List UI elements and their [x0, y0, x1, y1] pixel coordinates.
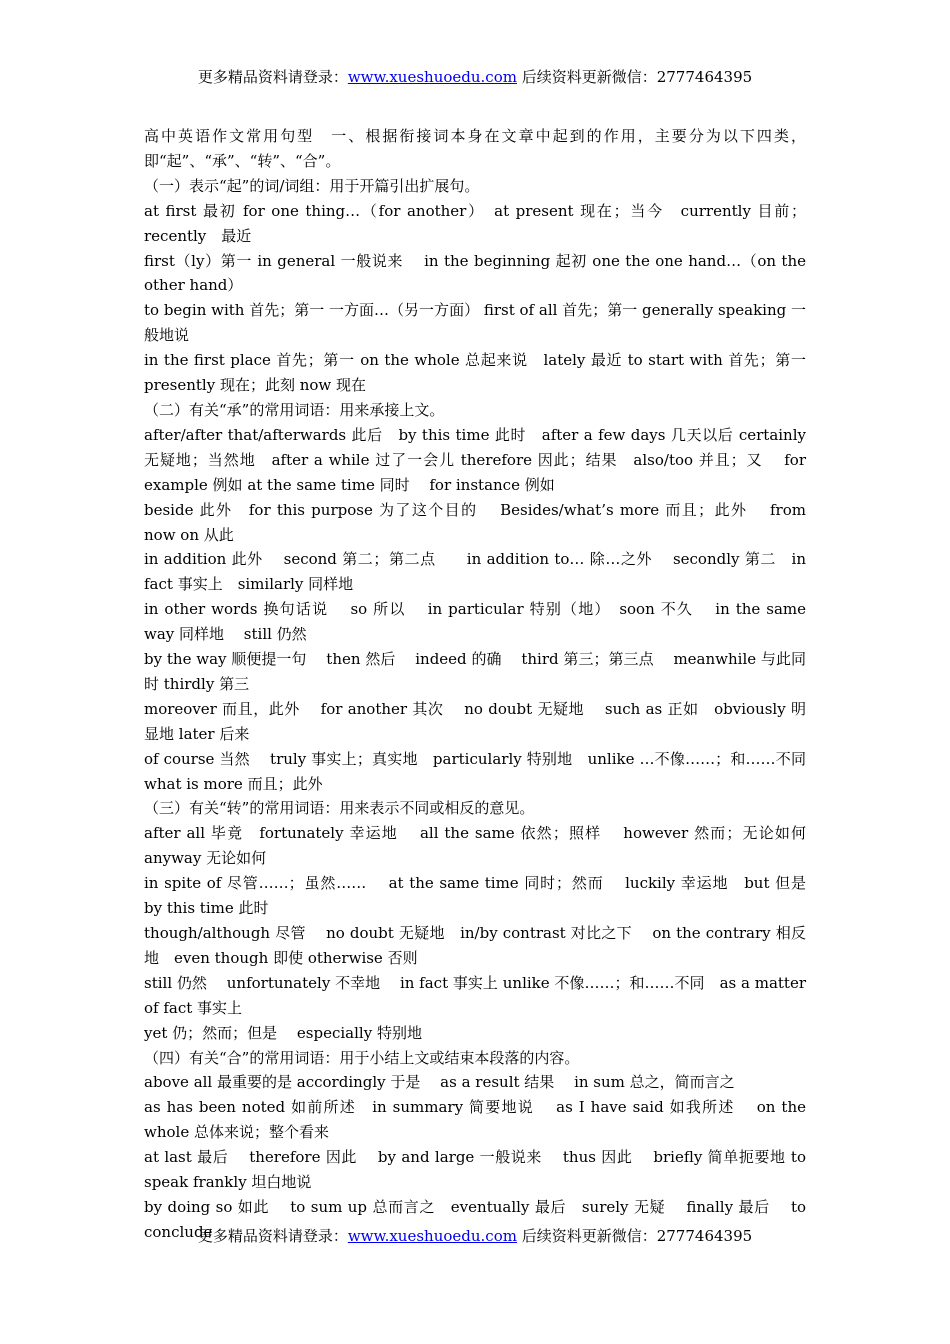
- paragraph: as has been noted 如前所述 in summary 简要地说 as I have said 如我所述 on the whole 总体来说；整个看来: [144, 1098, 806, 1142]
- paragraph: beside 此外 for this purpose 为了这个目的 Besides/what’s more 而且；此外 from now on 从此: [144, 500, 806, 544]
- paragraph: yet 仍；然而；但是 especially 特别地: [144, 1023, 422, 1042]
- paragraph: first（ly）第一 in general 一般说来 in the beginning 起初 one the one hand…（on the other hand）: [144, 251, 806, 295]
- paragraph: moreover 而且，此外 for another 其次 no doubt 无疑地 such as 正如 obviously 明显地 later 后来: [144, 699, 806, 743]
- page-footer: [0, 1226, 950, 1246]
- paragraph: at last 最后 therefore 因此 by and large 一般说来 thus 因此 briefly 简单扼要地 to speak frankly 坦白地说: [144, 1148, 806, 1192]
- footer-link[interactable]: www.xueshuoedu.com: [347, 1227, 517, 1245]
- paragraph: though/although 尽管 no doubt 无疑地 in/by contrast 对比之下 on the contrary 相反地 even though 即使 otherwise 否则: [144, 924, 806, 967]
- paragraph: of course 当然 truly 事实上；真实地 particularly 特别地 unlike …不像……；和……不同 what is more 而且；此外: [144, 749, 806, 793]
- body-text: [144, 124, 826, 1245]
- paragraph: above all 最重要的是 accordingly 于是 as a result 结果 in sum 总之，简而言之: [144, 1073, 735, 1092]
- header-suffix: 后续资料更新微信：2777464395: [516, 68, 753, 86]
- header-prefix: 更多精品资料请登录：: [197, 68, 348, 86]
- footer-suffix: 后续资料更新微信：2777464395: [516, 1227, 753, 1245]
- page-header: [0, 67, 950, 87]
- paragraph: in the first place 首先；第一 on the whole 总起来说 lately 最近 to start with 首先；第一 presently 现在；此刻 now 现在: [144, 351, 806, 395]
- paragraph: by the way 顺便提一句 then 然后 indeed 的确 third 第三；第三点 meanwhile 与此同时 thirdly 第三: [144, 650, 806, 693]
- paragraph: to begin with 首先；第一 一方面…（另一方面） first of all 首先；第一 generally speaking 一般地说: [144, 301, 806, 345]
- paragraph: after/after that/afterwards 此后 by this time 此时 after a few days 几天以后 certainly 无疑地；当然地 after a while 过了一会儿 therefore 因此；结果 also/too 并且；又 for example 例如 at the same time 同时 for instance 例如: [144, 425, 806, 494]
- section-heading: （四）有关“合”的常用词语：用于小结上文或结束本段落的内容。: [144, 1048, 580, 1067]
- section-heading: （三）有关“转”的常用词语：用来表示不同或相反的意见。: [144, 799, 535, 818]
- paragraph: 高中英语作文常用句型 一、根据衔接词本身在文章中起到的作用，主要分为以下四类，即“起”、“承”、“转”、“合”。: [144, 127, 806, 170]
- paragraph: still 仍然 unfortunately 不幸地 in fact 事实上 unlike 不像……；和……不同 as a matter of fact 事实上: [144, 973, 806, 1017]
- paragraph: in addition 此外 second 第二；第二点 in addition to… 除…之外 secondly 第二 in fact 事实上 similarly 同样地: [144, 550, 806, 594]
- footer-prefix: 更多精品资料请登录：: [197, 1227, 348, 1245]
- paragraph: at first 最初 for one thing…（for another） at present 现在；当今 currently 目前；recently 最近: [144, 201, 806, 245]
- paragraph: by doing so 如此 to sum up 总而言之 eventually 最后 surely 无疑 finally 最后 to conclude: [144, 1197, 806, 1241]
- paragraph: in other words 换句话说 so 所以 in particular 特别（地） soon 不久 in the same way 同样地 still 仍然: [144, 600, 806, 644]
- paragraph: after all 毕竟 fortunately 幸运地 all the same 依然；照样 however 然而；无论如何 anyway 无论如何: [144, 824, 822, 868]
- section-heading: （二）有关“承”的常用词语：用来承接上文。: [144, 400, 445, 419]
- header-link[interactable]: www.xueshuoedu.com: [347, 68, 517, 86]
- paragraph: in spite of 尽管……；虽然…… at the same time 同时；然而 luckily 幸运地 but 但是 by this time 此时: [144, 874, 826, 918]
- section-heading: （一）表示“起”的词/词组：用于开篇引出扩展句。: [144, 176, 480, 195]
